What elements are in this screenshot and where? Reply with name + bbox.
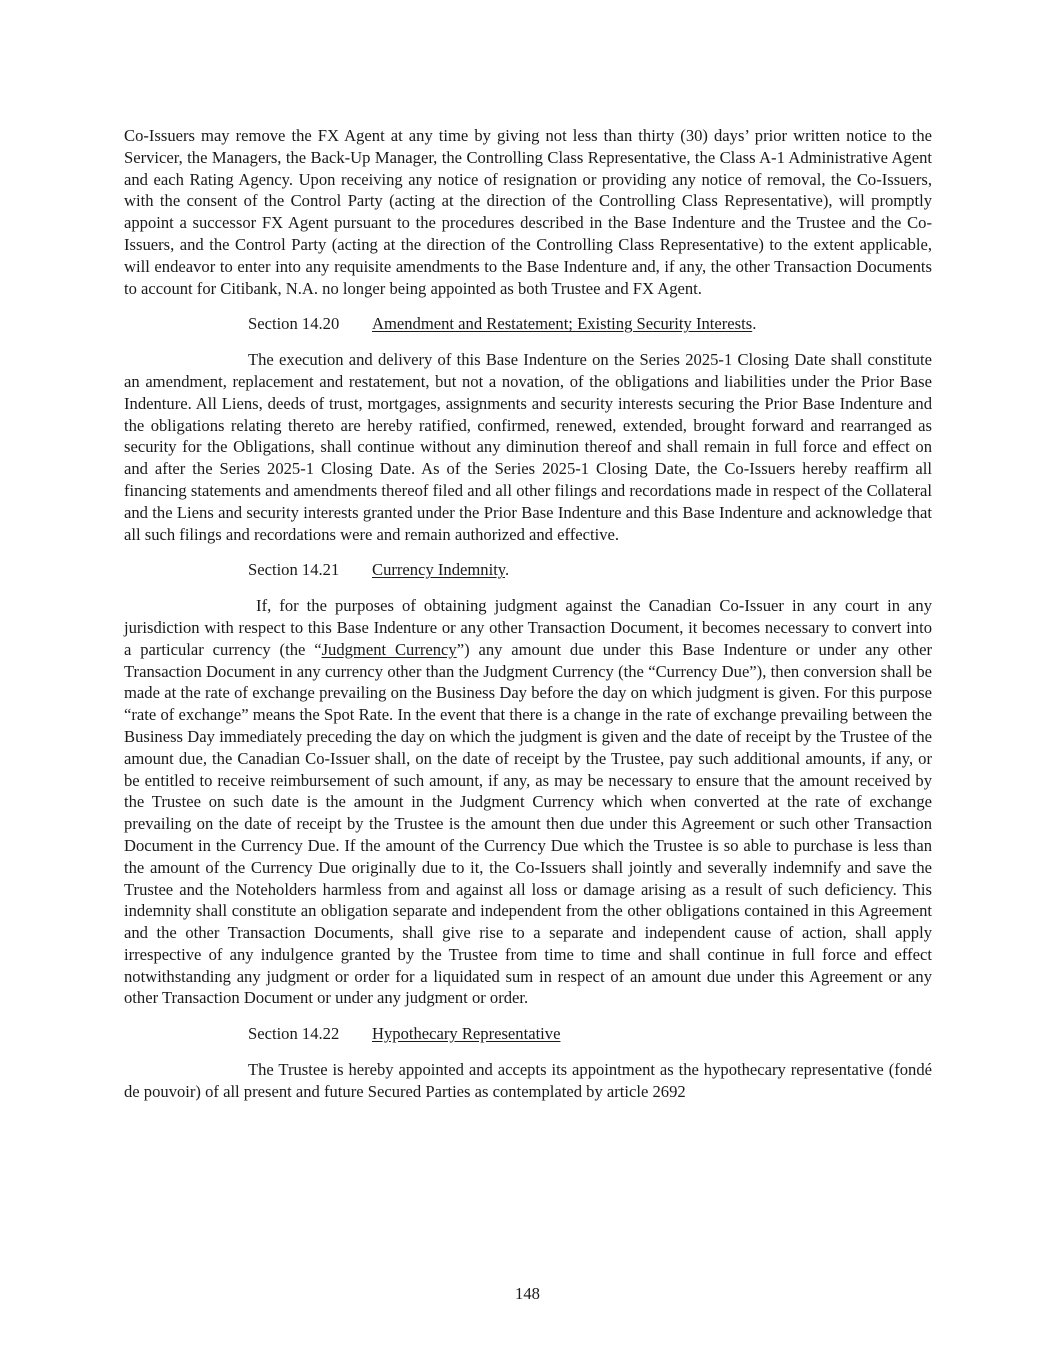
paragraph-hypothecary-representative: The Trustee is hereby appointed and accepts its appointment as the hypothecary representative (fondé de pouvoir) of all present and future Secured Parties as contemplated by article 2692 bbox=[124, 1060, 932, 1101]
section-heading-14-22 bbox=[124, 1023, 932, 1045]
section-number: Section 14.22 bbox=[248, 1024, 340, 1044]
paragraph-text-start: If, for the purposes of obtaining judgment against the Canadian Co-Issuer in any court in any jurisdiction with respect to this Base Indenture or any other Transaction Document, it becomes necessary to convert into a particular currency (the “ bbox=[124, 596, 932, 659]
section-title: Currency Indemnity bbox=[372, 560, 506, 580]
page-number: 148 bbox=[515, 1284, 540, 1303]
paragraph-currency-indemnity bbox=[124, 595, 932, 1009]
section-title-period: . bbox=[505, 560, 510, 580]
paragraph-text-rest: ”) any amount due under this Base Indenture or under any other Transaction Document in any currency other than the Judgment Currency (the “Currency Due”), then conversion shall be made at the rate of exchange prevailing on the Business Day before the day on which judgment is given. For this purpose “rate of exchange” means the Spot Rate. In the event that there is a change in the rate of exchange prevailing between the Business Day immediately preceding the day on which the judgment is given and the date of receipt by the Trustee of the amount due, the Canadian Co-Issuer shall, on the date of receipt by the Trustee, pay such additional amounts, if any, or be entitled to receive reimbursement of such amount, if any, as may be necessary to ensure that the amount received by the Trustee on such date is the amount in the Judgment Currency which when converted at the rate of exchange prevailing on the date of receipt by the Trustee is the amount then due under this Agreement or such other Transaction Document in the Currency Due. If the amount of the Currency Due which the Trustee is so able to purchase is less than the amount of the Currency Due originally due to it, the Co-Issuers shall jointly and severally indemnify and save the Trustee and the Noteholders harmless from and against all loss or damage arising as a result of such deficiency. This indemnity shall constitute an obligation separate and independent from the other obligations contained in this Agreement and the other Transaction Documents, shall give rise to a separate and independent cause of action, shall apply irrespective of any indulgence granted by the Trustee from time to time and shall continue in full force and effect notwithstanding any judgment or order for a liquidated sum in respect of an amount due under this Agreement or any other Transaction Document or under any judgment or order. bbox=[124, 639, 933, 1008]
section-number: Section 14.21 bbox=[248, 560, 340, 580]
defined-term-judgment-currency: Judgment Currency bbox=[321, 639, 457, 659]
section-title: Amendment and Restatement; Existing Security Interests bbox=[372, 314, 753, 334]
paragraph-fx-agent-removal: Co-Issuers may remove the FX Agent at any time by giving not less than thirty (30) days’ prior written notice to the Servicer, the Managers, the Back-Up Manager, the Controlling Class Representative, the Class A-1 Administrative Agent and each Rating Agency. Upon receiving any notice of resignation or providing any notice of removal, the Co-Issuers, with the consent of the Control Party (acting at the direction of the Controlling Class Representative), will promptly appoint a successor FX Agent pursuant to the procedures described in the Base Indenture and the Trustee and the Co-Issuers, and the Control Party (acting at the direction of the Controlling Class Representative) to the extent applicable, will endeavor to enter into any requisite amendments to the Base Indenture and, if any, the other Transaction Documents to account for Citibank, N.A. no longer being appointed as both Trustee and FX Agent. bbox=[124, 126, 932, 298]
section-heading-14-20 bbox=[124, 313, 932, 335]
section-title-period: . bbox=[752, 314, 757, 334]
paragraph-amendment-restatement: The execution and delivery of this Base Indenture on the Series 2025-1 Closing Date shall constitute an amendment, replacement and restatement, but not a novation, of the obligations and liabilities under the Prior Base Indenture. All Liens, deeds of trust, mortgages, assignments and security interests securing the Prior Base Indenture and the obligations relating thereto are hereby ratified, confirmed, renewed, extended, brought forward and rearranged as security for the Obligations, shall continue without any diminution thereof and shall remain in full force and effect on and after the Series 2025-1 Closing Date. As of the Series 2025-1 Closing Date, the Co-Issuers hereby reaffirm all financing statements and amendments thereof filed and all other filings and recordations made in respect of the Collateral and the Liens and security interests granted under the Prior Base Indenture and this Base Indenture and acknowledge that all such filings and recordations were and remain authorized and effective. bbox=[124, 350, 932, 544]
document-page bbox=[124, 125, 932, 1103]
section-heading-14-21 bbox=[124, 559, 932, 581]
section-title: Hypothecary Representative bbox=[372, 1024, 561, 1044]
section-number: Section 14.20 bbox=[248, 314, 340, 334]
